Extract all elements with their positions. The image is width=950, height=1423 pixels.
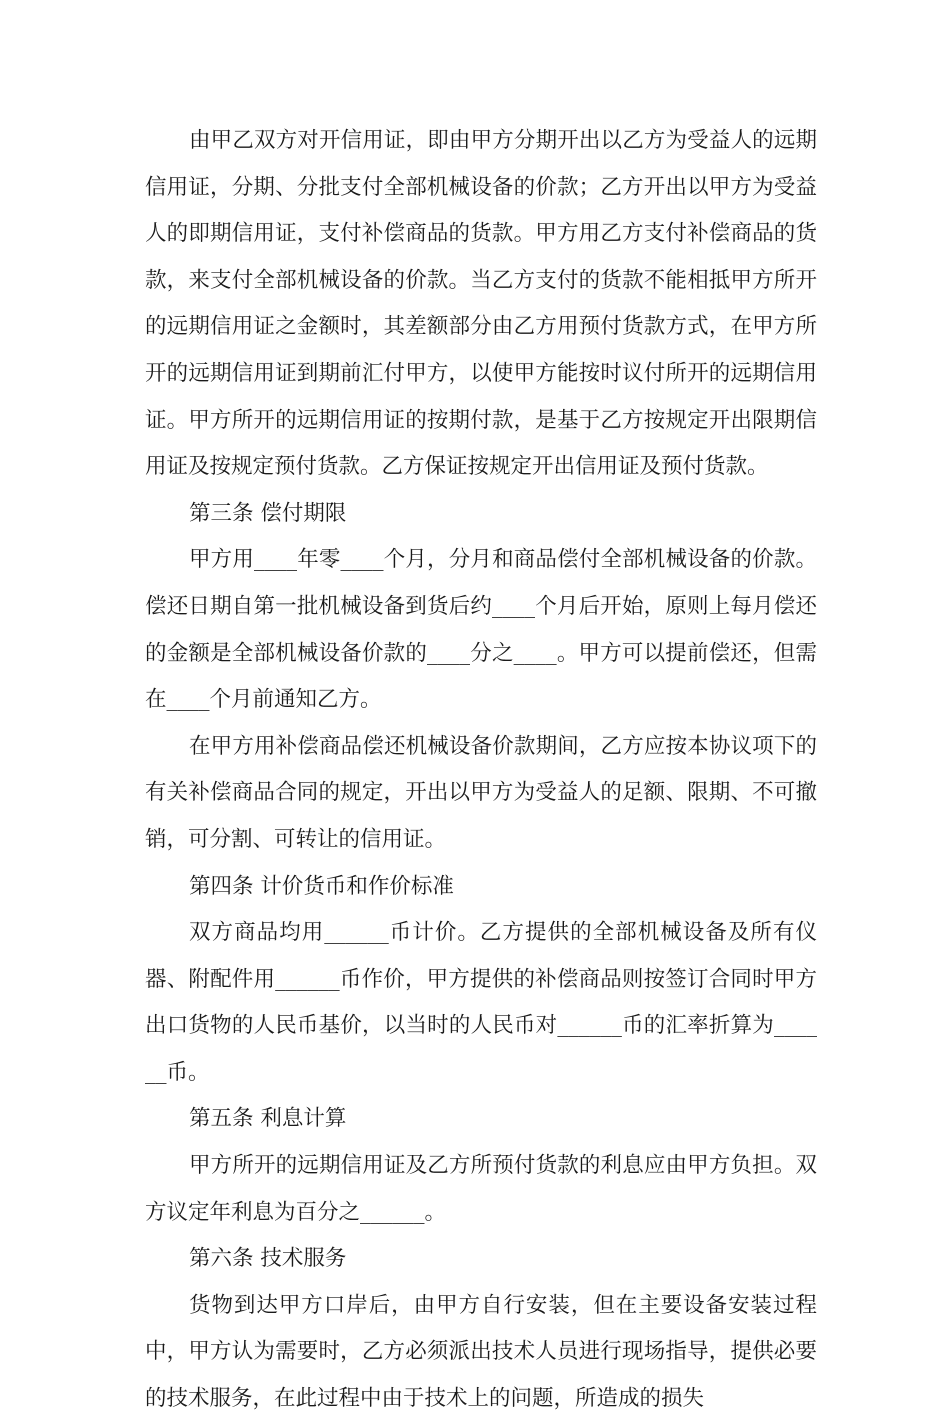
article-6-heading: 第六条 技术服务 — [189, 1246, 347, 1272]
article-4-heading: 第四条 计价货币和作价标准 — [189, 873, 454, 899]
paragraph-pricing-currency: 双方商品均用______币计价。乙方提供的全部机械设备及所有仪器、附配件用______币作价，甲方提供的补偿商品则按签订合同时甲方出口货物的人民币基价，以当时的人民币对______币的汇率折算为______币。 — [145, 920, 817, 1085]
article-5-heading: 第五条 利息计算 — [189, 1106, 347, 1132]
paragraph-repayment-term: 甲方用____年零____个月，分月和商品偿付全部机械设备的价款。偿还日期自第一批机械设备到货后约____个月后开始，原则上每月偿还的金额是全部机械设备价款的____分之____。甲方可以提前偿还，但需在____个月前通知乙方。 — [145, 547, 817, 713]
document-page — [145, 118, 817, 1423]
paragraph-technical-service: 货物到达甲方口岸后，由甲方自行安装，但在主要设备安装过程中，甲方认为需要时，乙方必须派出技术人员进行现场指导，提供必要的技术服务，在此过程中由于技术上的问题，所造成的损失 — [145, 1292, 817, 1412]
paragraph-interest: 甲方所开的远期信用证及乙方所预付货款的利息应由甲方负担。双方议定年利息为百分之______。 — [145, 1153, 817, 1225]
paragraph-lc-payment: 由甲乙双方对开信用证，即由甲方分期开出以乙方为受益人的远期信用证，分期、分批支付全部机械设备的价款；乙方开出以甲方为受益人的即期信用证，支付补偿商品的货款。甲方用乙方支付补偿商品的货款，来支付全部机械设备的价款。当乙方支付的货款不能相抵甲方所开的远期信用证之金额时，其差额部分由乙方用预付货款方式，在甲方所开的远期信用证到期前汇付甲方，以使甲方能按时议付所开的远期信用证。甲方所开的远期信用证的按期付款，是基于乙方按规定开出限期信用证及按规定预付货款。乙方保证按规定开出信用证及预付货款。 — [145, 128, 817, 480]
article-3-heading: 第三条 偿付期限 — [189, 500, 347, 526]
paragraph-lc-issuance: 在甲方用补偿商品偿还机械设备价款期间，乙方应按本协议项下的有关补偿商品合同的规定，开出以甲方为受益人的足额、限期、不可撤销，可分割、可转让的信用证。 — [145, 733, 817, 852]
